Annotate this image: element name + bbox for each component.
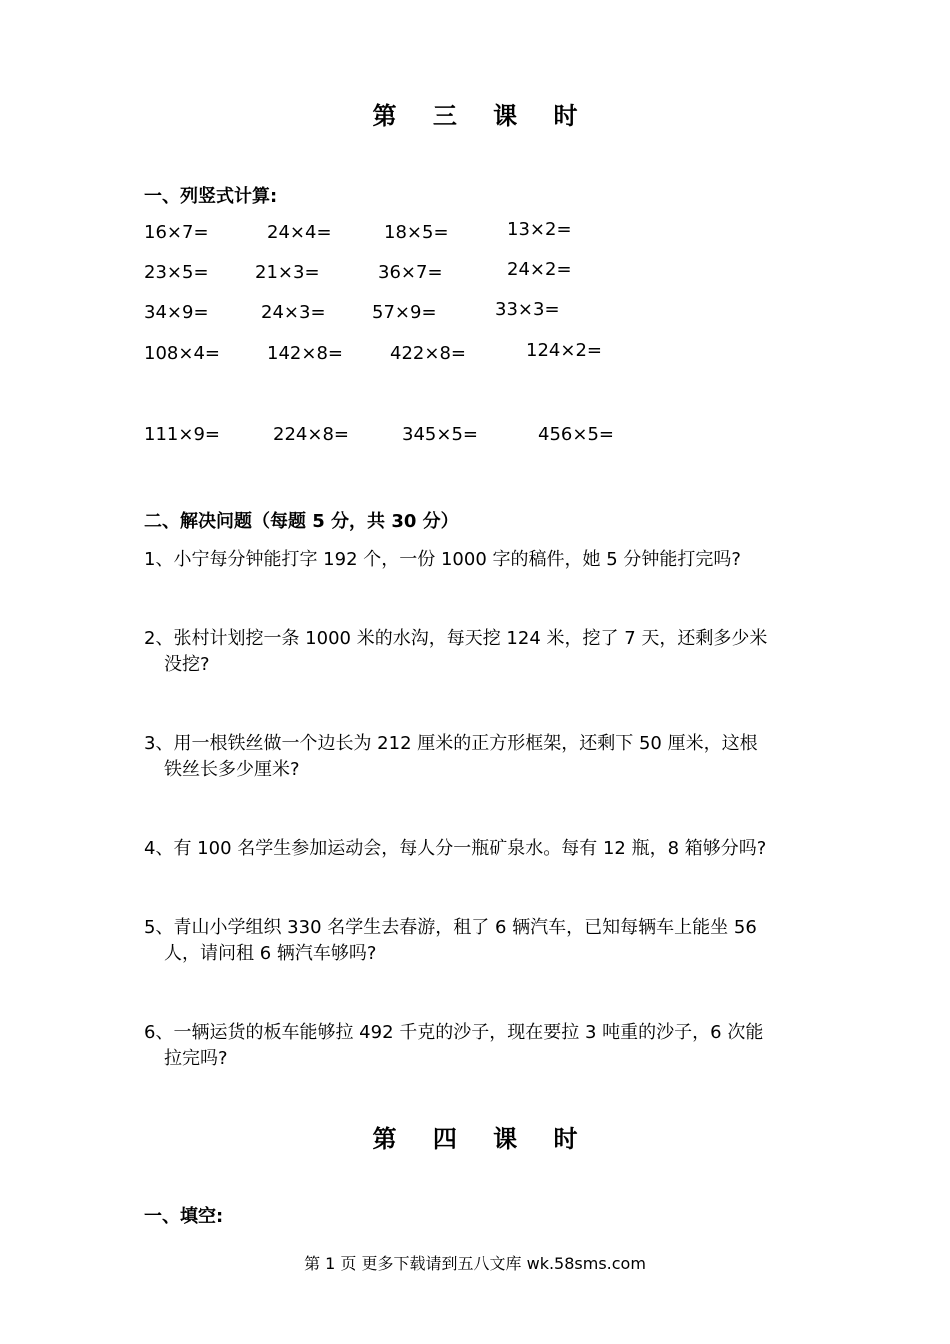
word-problem	[144, 1020, 804, 1072]
title-char: 课	[493, 1125, 518, 1153]
calc-item: 24×2=	[507, 259, 572, 280]
title-char: 三	[432, 102, 457, 130]
word-problem	[144, 915, 804, 967]
calc-item: 36×7=	[378, 262, 443, 283]
title-char: 时	[553, 1125, 578, 1153]
title-char: 第	[372, 102, 397, 130]
problem-line: 2、张村计划挖一条 1000 米的水沟，每天挖 124 米，挖了 7 天，还剩多少米	[144, 628, 768, 649]
calc-item: 21×3=	[255, 262, 320, 283]
calc-item: 124×2=	[526, 340, 602, 361]
problem-line: 4、有 100 名学生参加运动会，每人分一瓶矿泉水。每有 12 瓶，8 箱够分吗?	[144, 838, 767, 859]
problem-line: 6、一辆运货的板车能够拉 492 千克的沙子，现在要拉 3 吨重的沙子，6 次能	[144, 1022, 764, 1043]
section-heading-fill-blank: 一、填空:	[144, 1206, 224, 1227]
calc-item: 18×5=	[384, 222, 449, 243]
calc-item: 142×8=	[267, 343, 343, 364]
problem-line: 铁丝长多少厘米?	[164, 759, 300, 780]
title-char: 第	[372, 1125, 397, 1153]
problem-line: 拉完吗?	[164, 1048, 228, 1069]
problem-line: 没挖?	[164, 654, 210, 675]
calc-item: 111×9=	[144, 424, 220, 445]
page-footer: 第 1 页 更多下载请到五八文库 wk.58sms.com	[304, 1254, 646, 1273]
problem-line: 3、用一根铁丝做一个边长为 212 厘米的正方形框架，还剩下 50 厘米，这根	[144, 733, 758, 754]
calc-item: 57×9=	[372, 302, 437, 323]
calc-item: 23×5=	[144, 262, 209, 283]
section-heading-problems: 二、解决问题（每题 5 分，共 30 分）	[144, 511, 459, 532]
title-char: 时	[553, 102, 578, 130]
word-problem	[144, 547, 804, 573]
lesson3-title	[0, 96, 950, 131]
calc-item: 345×5=	[402, 424, 478, 445]
calc-item: 33×3=	[495, 299, 560, 320]
calc-item: 24×3=	[261, 302, 326, 323]
word-problem	[144, 731, 804, 783]
title-char: 课	[493, 102, 518, 130]
title-char: 四	[432, 1125, 457, 1153]
problem-line: 人，请问租 6 辆汽车够吗?	[164, 943, 377, 964]
section-heading-vertical-calc: 一、列竖式计算:	[144, 186, 278, 207]
calc-item: 13×2=	[507, 219, 572, 240]
word-problem	[144, 836, 804, 862]
word-problem	[144, 626, 804, 678]
calc-item: 16×7=	[144, 222, 209, 243]
problem-line: 1、小宁每分钟能打字 192 个，一份 1000 字的稿件，她 5 分钟能打完吗?	[144, 549, 741, 570]
calc-item: 456×5=	[538, 424, 614, 445]
lesson4-title	[0, 1119, 950, 1154]
calc-item: 108×4=	[144, 343, 220, 364]
problem-line: 5、青山小学组织 330 名学生去春游，租了 6 辆汽车，已知每辆车上能坐 56	[144, 917, 757, 938]
calc-item: 24×4=	[267, 222, 332, 243]
calc-item: 224×8=	[273, 424, 349, 445]
calc-item: 422×8=	[390, 343, 466, 364]
calc-item: 34×9=	[144, 302, 209, 323]
